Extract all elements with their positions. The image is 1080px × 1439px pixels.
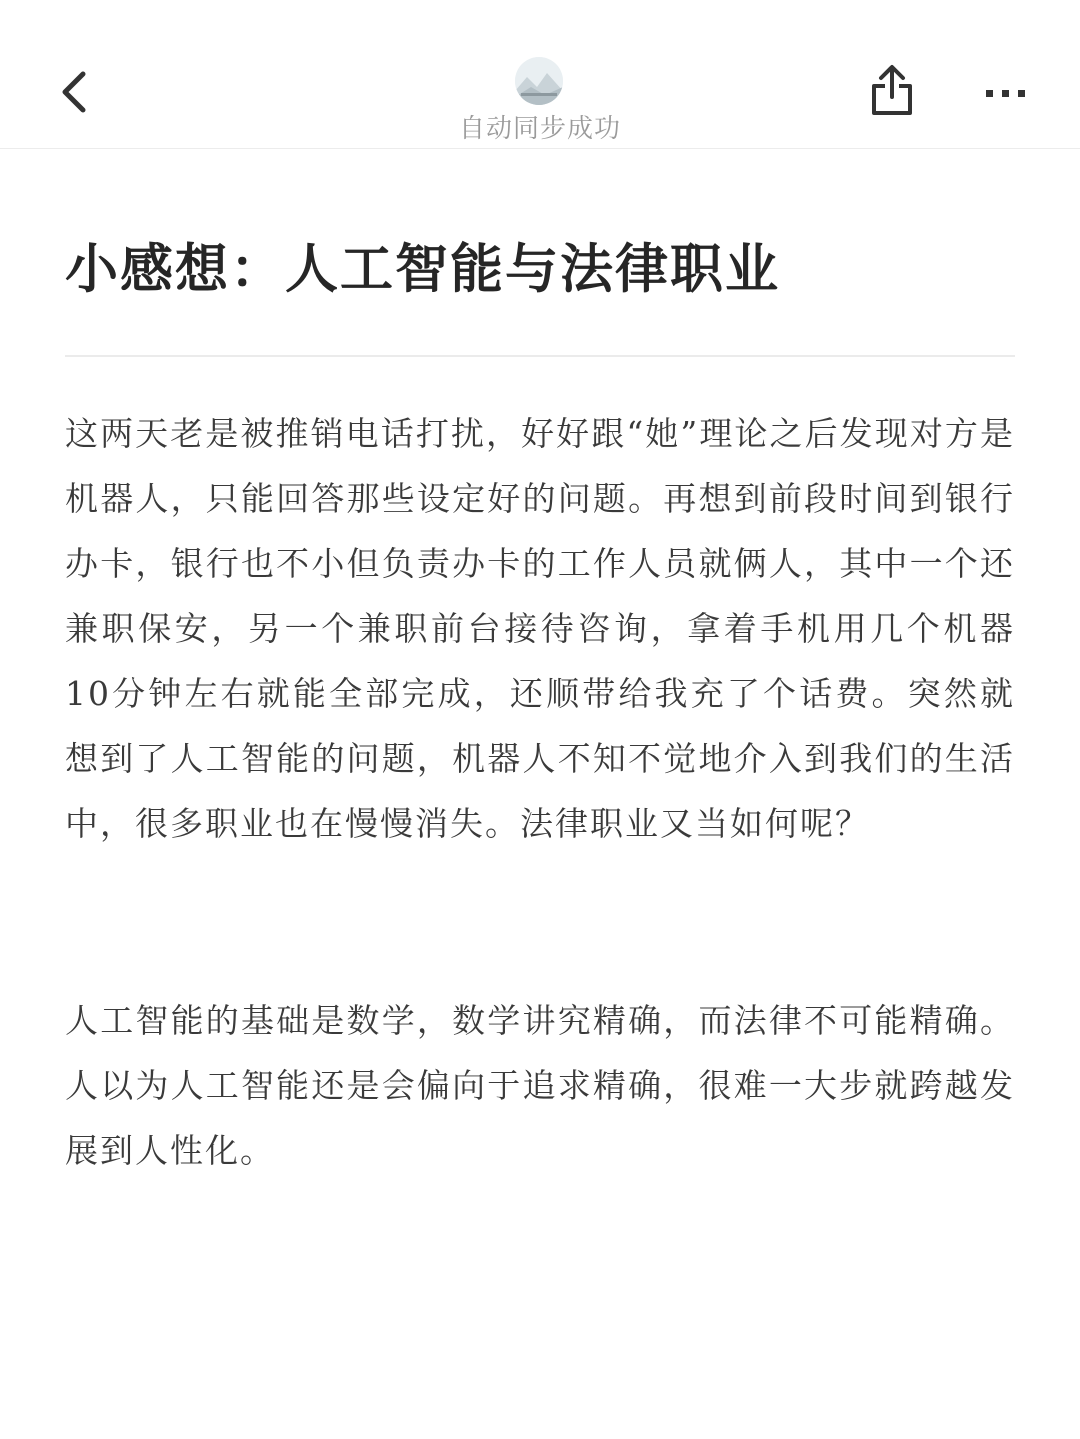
title-divider — [65, 355, 1015, 357]
share-icon — [871, 64, 913, 116]
more-dots-icon — [984, 87, 1028, 99]
chevron-left-icon — [59, 71, 89, 113]
top-navigation-bar — [0, 0, 1080, 149]
avatar-image — [515, 57, 563, 105]
sync-status-text: 自动同步成功 — [458, 114, 621, 144]
more-options-button[interactable] — [976, 70, 1036, 116]
article-title: 小感想：人工智能与法律职业 — [65, 239, 780, 300]
avatar[interactable] — [515, 57, 563, 105]
article-paragraph-2: 人工智能的基础是数学，数学讲究精确，而法律不可能精确。人以为人工智能还是会偏向于追求精确，很难一大步就跨越发展到人性化。 — [65, 1001, 1015, 1170]
share-button[interactable] — [862, 60, 922, 120]
article-paragraph-1: 这两天老是被推销电话打扰，好好跟“她”理论之后发现对方是机器人，只能回答那些设定好的问题。再想到前段时间到银行办卡，银行也不小但负责办卡的工作人员就俩人，其中一个还兼职保安，另一个兼职前台接待咨询，拿着手机用几个机器10分钟左右就能全部完成，还顺带给我充了个话费。突然就想到了人工智能的问题，机器人不知不觉地介入到我们的生活中，很多职业也在慢慢消失。法律职业又当如何呢？ — [65, 414, 1015, 843]
